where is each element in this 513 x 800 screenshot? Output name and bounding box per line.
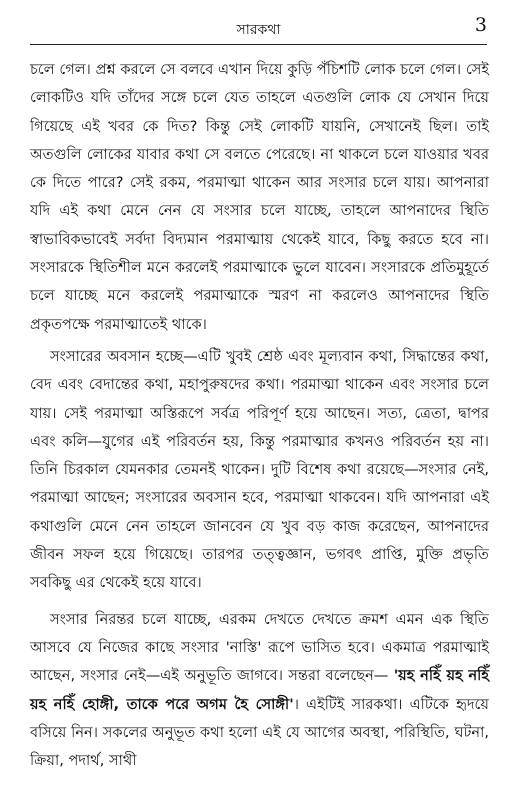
page-header <box>30 14 487 40</box>
header-rule <box>30 44 487 45</box>
paragraph-2: সংসারের অবসান হচ্ছে—এটি খুবই শ্রেষ্ঠ এবং মূল্যবান কথা, সিদ্ধান্তের কথা, বেদ এবং বেদান্তের কথা, মহাপুরুষদের কথা। পরমাত্মা থাকেন এবং সংসার চলে যায়। সেই পরমাত্মা অস্তিরূপে সর্বত্র পরিপূর্ণ হয়ে আছেন। সত্য, ত্রেতা, দ্বাপর এবং কলি—যুগের এই পরিবর্তন হয়, কিন্তু পরমাত্মার কখনও পরিবর্তন হয় না। তিনি চিরকাল যেমনকার তেমনই থাকেন। দুটি বিশেষ কথা রয়েছে—সংসার নেই, পরমাত্মা আছেন; সংসারের অবসান হবে, পরমাত্মা থাকবেন। যদি আপনারা এই কথাগুলি মেনে নেন তাহলে জানবেন যে খুব বড় কাজ করেছেন, আপনাদের জীবন সফল হয়ে গিয়েছে। তারপর তত্ত্বজ্ঞান, ভগবৎ প্রাপ্তি, মুক্তি প্রভৃতি সবকিছু এর থেকেই হয়ে যাবে। <box>30 347 489 592</box>
paragraph-3 <box>30 606 489 776</box>
saint-quote: 'য়হ নহিঁ য়হ নহিঁ য়হ নহিঁ হোঙ্গী, তাকে পরে অগম হৈ সোঙ্গী' <box>30 667 490 713</box>
paragraph-3-text-before: সংসার নিরন্তর চলে যাচ্ছে, এরকম দেখতে দেখতে ক্রমশ এমন এক স্থিতি আসবে যে নিজের কাছে সংসার 'নাস্তি' রূপে ভাসিত হবে। একমাত্র পরমাত্মাই আছেন, সংসার নেই—এই অনুভূতি জাগবে। সন্তরা বলেছেন— <box>30 610 489 685</box>
paragraph-1: চলে গেল। প্রশ্ন করলে সে বলবে এখান দিয়ে কুড়ি পঁচিশটি লোক চলে গেল। সেই লোকটিও যদি তাঁদের সঙ্গে চলে যেত তাহলে এতগুলি লোক যে সেখান দিয়ে গিয়েছে এই খবর কে দিত? কিন্তু সেই লোকটি যায়নি, সেখানেই ছিল। তাই অতগুলি লোকের যাবার কথা সে বলতে পেরেছে। না থাকলে চলে যাওয়ার খবর কে দিতে পারে? সেই রকম, পরমাত্মা থাকেন আর সংসার চলে যায়। আপনারা যদি এই কথা মেনে নেন যে সংসার চলে যাচ্ছে, তাহলে আপনাদের স্থিতি স্বাভাবিকভাবেই সর্বদা বিদ্যমান পরমাত্মায় থেকেই যাবে, কিছু করতে হবে না। সংসারকে স্থিতিশীল মনে করলেই পরমাত্মাকে ভুলে যাবেন। সংসারকে প্রতিমুহূর্তে চলে যাচ্ছে মনে করলেই পরমাত্মাকে স্মরণ না করলেও আপনাদের স্থিতি প্রকৃতপক্ষে পরমাত্মাতেই থাকে। <box>30 61 489 333</box>
paragraph-3-text-after: । এইটিই সারকথা। এটিকে হৃদয়ে বসিয়ে নিন। সকলের অনুভূত কথা হলো এই যে আগের অবস্থা, পরিস্থিতি, ঘটনা, ক্রিয়া, পদার্থ, সাথী <box>30 695 489 770</box>
running-title: সারকথা <box>236 22 281 38</box>
page-number: 3 <box>474 14 487 36</box>
page-body <box>30 56 489 775</box>
